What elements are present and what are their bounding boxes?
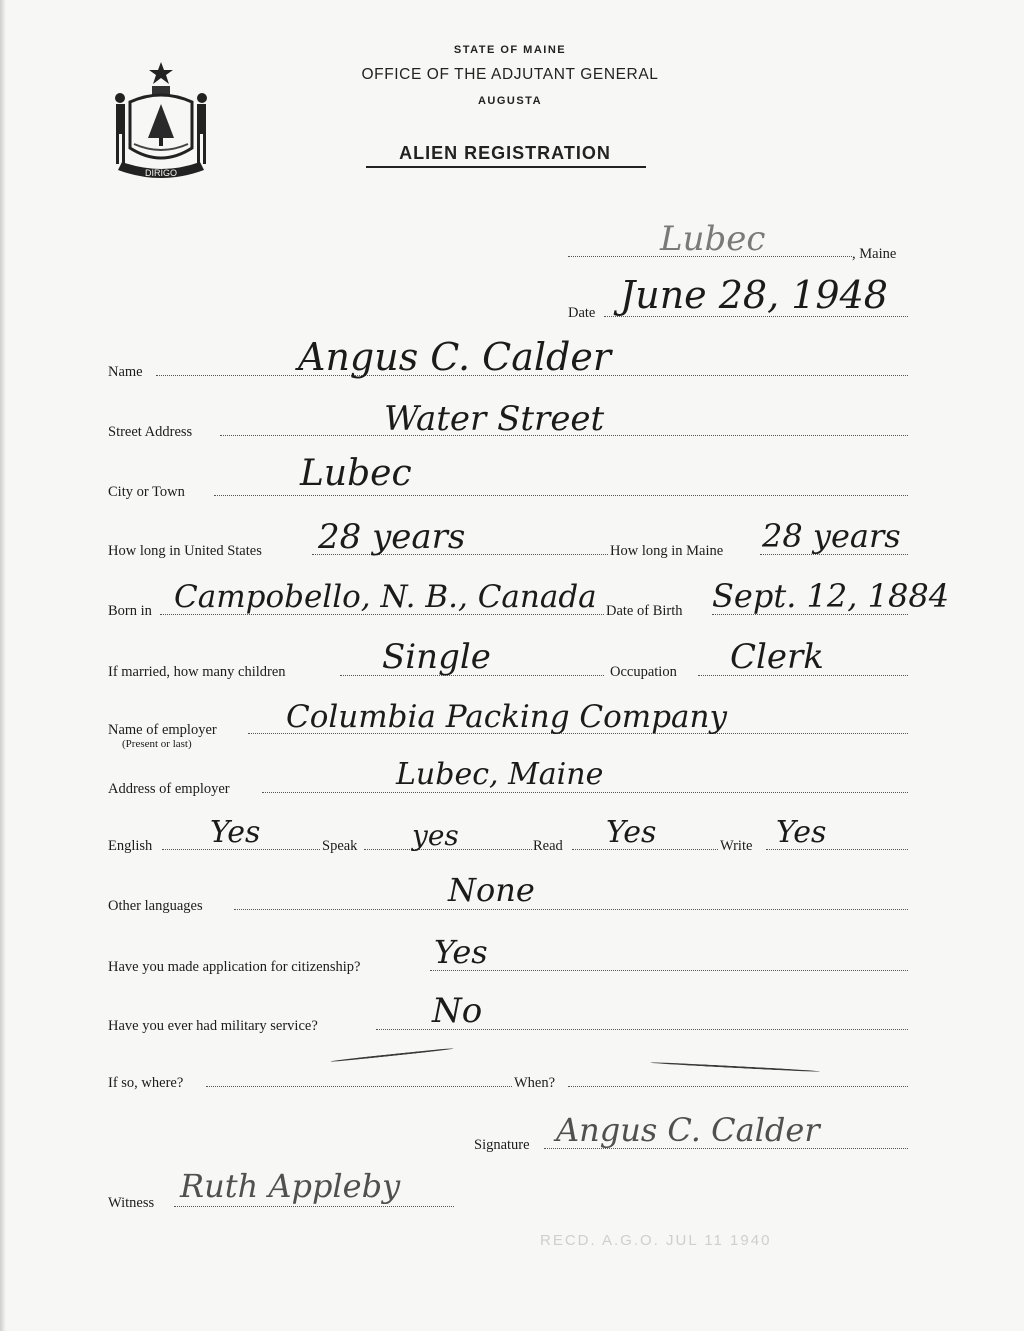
- read-value: Yes: [606, 815, 657, 850]
- employer-address-label: Address of employer: [108, 781, 230, 797]
- read-label: Read: [533, 838, 563, 854]
- city-line: [214, 495, 908, 496]
- employer-address-value: Lubec, Maine: [396, 757, 604, 792]
- signature-value: Angus C. Calder: [556, 1111, 820, 1149]
- married-label: If married, how many children: [108, 664, 286, 680]
- citizenship-label: Have you made application for citizenship?: [108, 959, 361, 975]
- received-stamp: RECD. A.G.O. JUL 11 1940: [540, 1232, 772, 1249]
- employer-value: Columbia Packing Company: [286, 699, 728, 735]
- married-value: Single: [382, 637, 491, 677]
- date-of-birth-label: Date of Birth: [606, 603, 683, 619]
- seal-motto: DIRIGO: [144, 168, 178, 178]
- other-languages-label: Other languages: [108, 898, 203, 914]
- if-so-where-line: [206, 1086, 512, 1087]
- date-of-birth-value: Sept. 12, 1884: [712, 577, 950, 615]
- title-underline: [366, 166, 646, 168]
- write-value: Yes: [776, 815, 827, 850]
- witness-line: [174, 1206, 454, 1207]
- city-value: Lubec: [300, 453, 412, 494]
- english-value: Yes: [210, 815, 261, 850]
- date-value: June 28, 1948: [620, 273, 888, 317]
- employer-label: Name of employer: [108, 722, 217, 738]
- when-dash: [650, 1062, 820, 1073]
- how-long-maine-label: How long in Maine: [610, 543, 724, 559]
- write-label: Write: [720, 838, 753, 854]
- other-languages-value: None: [448, 871, 535, 909]
- citizenship-line: [430, 970, 908, 971]
- witness-value: Ruth Appleby: [180, 1167, 401, 1205]
- employer-address-line: [262, 792, 908, 793]
- when-label: When?: [514, 1075, 556, 1091]
- how-long-us-label: How long in United States: [108, 543, 262, 559]
- signature-label: Signature: [474, 1137, 530, 1153]
- witness-label: Witness: [108, 1195, 155, 1211]
- state-of-maine-seal-icon: [108, 58, 214, 186]
- when-line: [568, 1086, 908, 1087]
- date-label: Date: [568, 305, 596, 321]
- speak-value: yes: [412, 819, 459, 852]
- other-languages-line: [234, 909, 908, 910]
- street-label: Street Address: [108, 424, 193, 440]
- scan-edge: [0, 0, 6, 1331]
- how-long-maine-value: 28 years: [762, 517, 901, 555]
- where-dash: [330, 1048, 454, 1063]
- name-label: Name: [108, 364, 143, 380]
- military-label: Have you ever had military service?: [108, 1018, 318, 1034]
- state-heading: STATE OF MAINE: [453, 44, 567, 56]
- name-value: Angus C. Calder: [298, 335, 612, 379]
- citizenship-value: Yes: [434, 933, 488, 971]
- if-so-where-label: If so, where?: [108, 1075, 184, 1091]
- occupation-value: Clerk: [730, 637, 824, 677]
- city-heading: AUGUSTA: [477, 95, 543, 107]
- occupation-label: Occupation: [610, 664, 677, 680]
- born-in-label: Born in: [108, 603, 152, 619]
- office-heading: OFFICE OF THE ADJUTANT GENERAL: [361, 66, 659, 83]
- town-value: Lubec: [660, 219, 766, 259]
- english-label: English: [108, 838, 153, 854]
- street-value: Water Street: [384, 399, 605, 439]
- born-in-value: Campobello, N. B., Canada: [174, 579, 597, 615]
- how-long-us-value: 28 years: [318, 517, 466, 557]
- military-value: No: [432, 991, 483, 1031]
- employer-sublabel: (Present or last): [122, 738, 192, 750]
- city-label: City or Town: [108, 484, 185, 500]
- speak-label: Speak: [322, 838, 358, 854]
- form-title: ALIEN REGISTRATION: [399, 143, 611, 163]
- maine-label: , Maine: [852, 246, 897, 262]
